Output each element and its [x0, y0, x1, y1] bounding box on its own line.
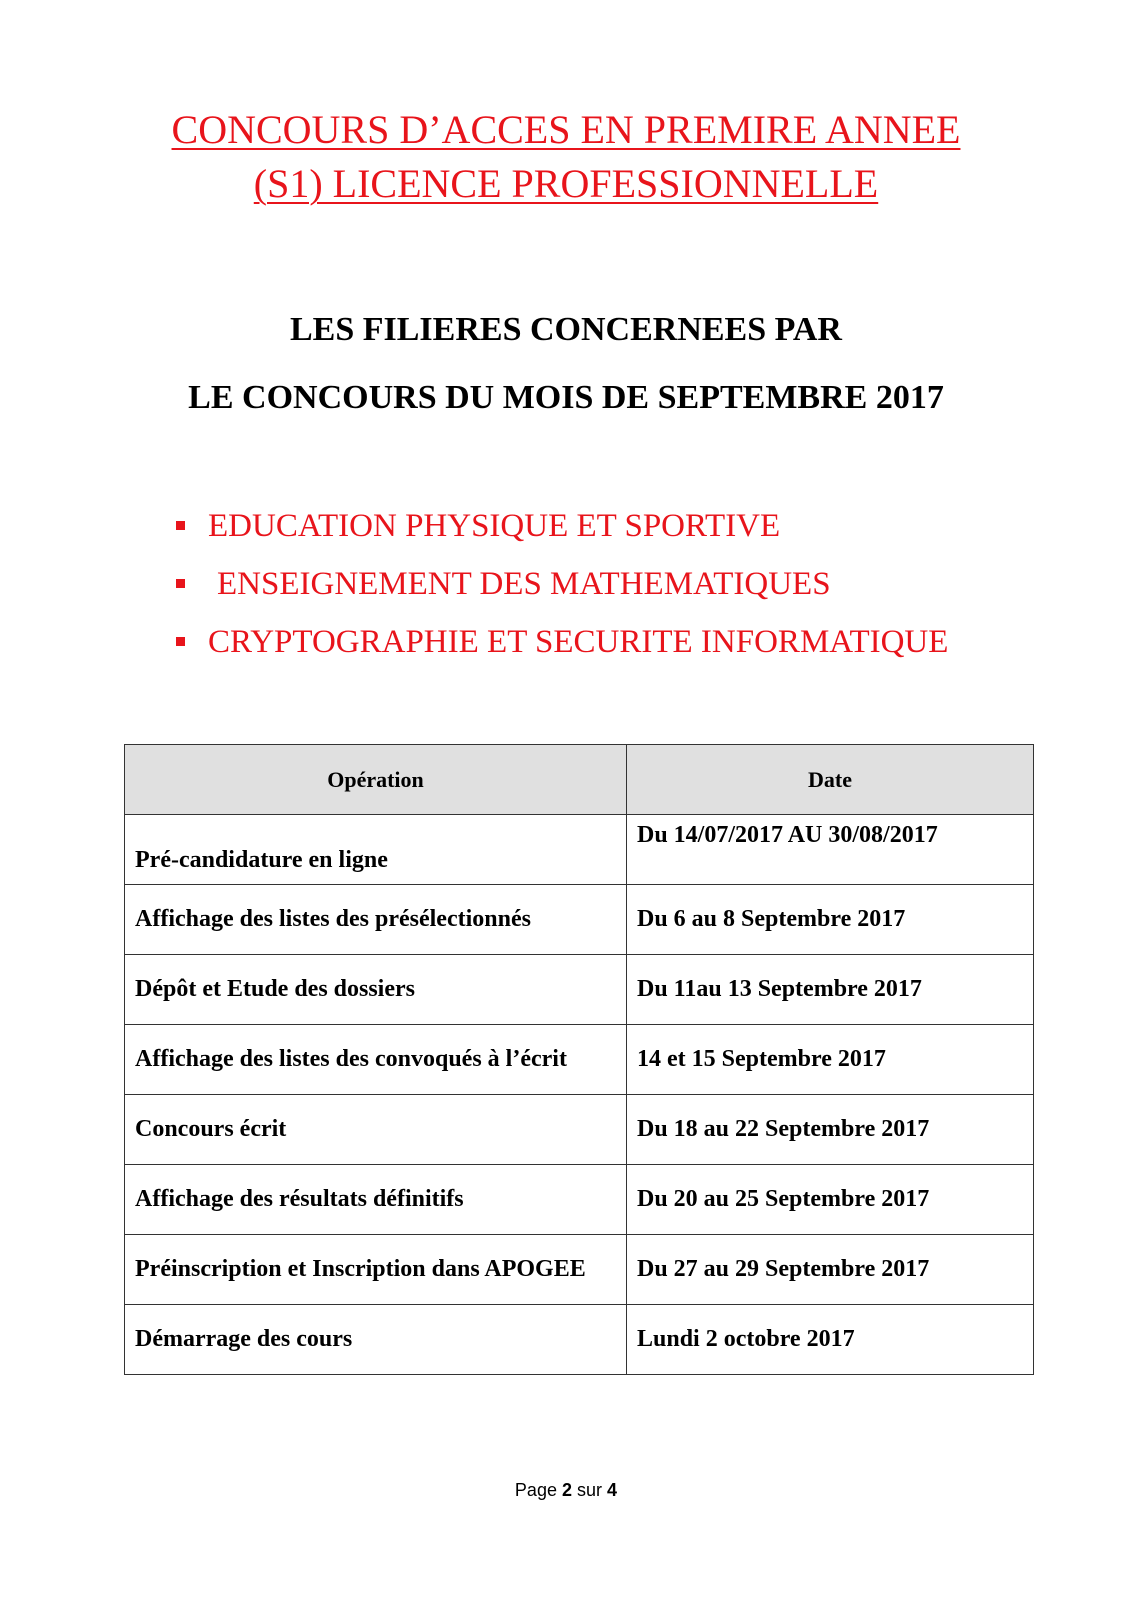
list-item: [176, 555, 948, 613]
date-cell: 14 et 15 Septembre 2017: [627, 1025, 1034, 1095]
table-header-row: [125, 745, 1034, 815]
operation-cell: Affichage des listes des convoqués à l’écrit: [125, 1025, 627, 1095]
schedule-table: [124, 744, 1034, 1375]
table-row: [125, 885, 1034, 955]
heading-line-2: LE CONCOURS DU MOIS DE SEPTEMBRE 2017: [188, 379, 944, 416]
sur-word: sur: [577, 1480, 603, 1500]
square-bullet-icon: [176, 637, 185, 646]
square-bullet-icon: [176, 521, 185, 530]
operation-cell: Pré-candidature en ligne: [125, 815, 627, 885]
page-number: [0, 1480, 1132, 1501]
title-line-1: CONCOURS D’ACCES EN PREMIRE ANNEE: [171, 107, 961, 152]
table-row: [125, 815, 1034, 885]
date-cell: Du 6 au 8 Septembre 2017: [627, 885, 1034, 955]
date-cell: Du 11au 13 Septembre 2017: [627, 955, 1034, 1025]
operation-cell: Préinscription et Inscription dans APOGEE: [125, 1235, 627, 1305]
operation-cell: Affichage des résultats définitifs: [125, 1165, 627, 1235]
date-cell: Du 27 au 29 Septembre 2017: [627, 1235, 1034, 1305]
square-bullet-icon: [176, 579, 185, 588]
operation-cell: Dépôt et Etude des dossiers: [125, 955, 627, 1025]
table-row: [125, 955, 1034, 1025]
operation-cell: Concours écrit: [125, 1095, 627, 1165]
date-cell: Du 14/07/2017 AU 30/08/2017: [627, 815, 1034, 885]
date-cell: Du 20 au 25 Septembre 2017: [627, 1165, 1034, 1235]
table-row: [125, 1305, 1034, 1375]
operation-cell: Affichage des listes des présélectionnés: [125, 885, 627, 955]
table-row: [125, 1095, 1034, 1165]
section-heading: [0, 296, 1132, 432]
filiere-label: CRYPTOGRAPHIE ET SECURITE INFORMATIQUE: [208, 624, 949, 660]
column-header-operation: Opération: [125, 745, 627, 815]
filiere-label: EDUCATION PHYSIQUE ET SPORTIVE: [208, 508, 781, 544]
column-header-date: Date: [627, 745, 1034, 815]
list-item: [176, 497, 948, 555]
page-word: Page: [514, 1480, 557, 1500]
date-cell: Lundi 2 octobre 2017: [627, 1305, 1034, 1375]
filieres-list: [176, 497, 948, 671]
table-row: [125, 1165, 1034, 1235]
page-current: 2: [561, 1480, 572, 1500]
page-total: 4: [607, 1480, 618, 1500]
list-item: [176, 613, 948, 671]
table-row: [125, 1025, 1034, 1095]
filiere-label: ENSEIGNEMENT DES MATHEMATIQUES: [217, 566, 831, 602]
heading-line-1: LES FILIERES CONCERNEES PAR: [289, 311, 842, 348]
operation-cell: Démarrage des cours: [125, 1305, 627, 1375]
table-row: [125, 1235, 1034, 1305]
title-line-2: (S1) LICENCE PROFESSIONNELLE: [253, 161, 879, 206]
date-cell: Du 18 au 22 Septembre 2017: [627, 1095, 1034, 1165]
document-title: [0, 103, 1132, 211]
